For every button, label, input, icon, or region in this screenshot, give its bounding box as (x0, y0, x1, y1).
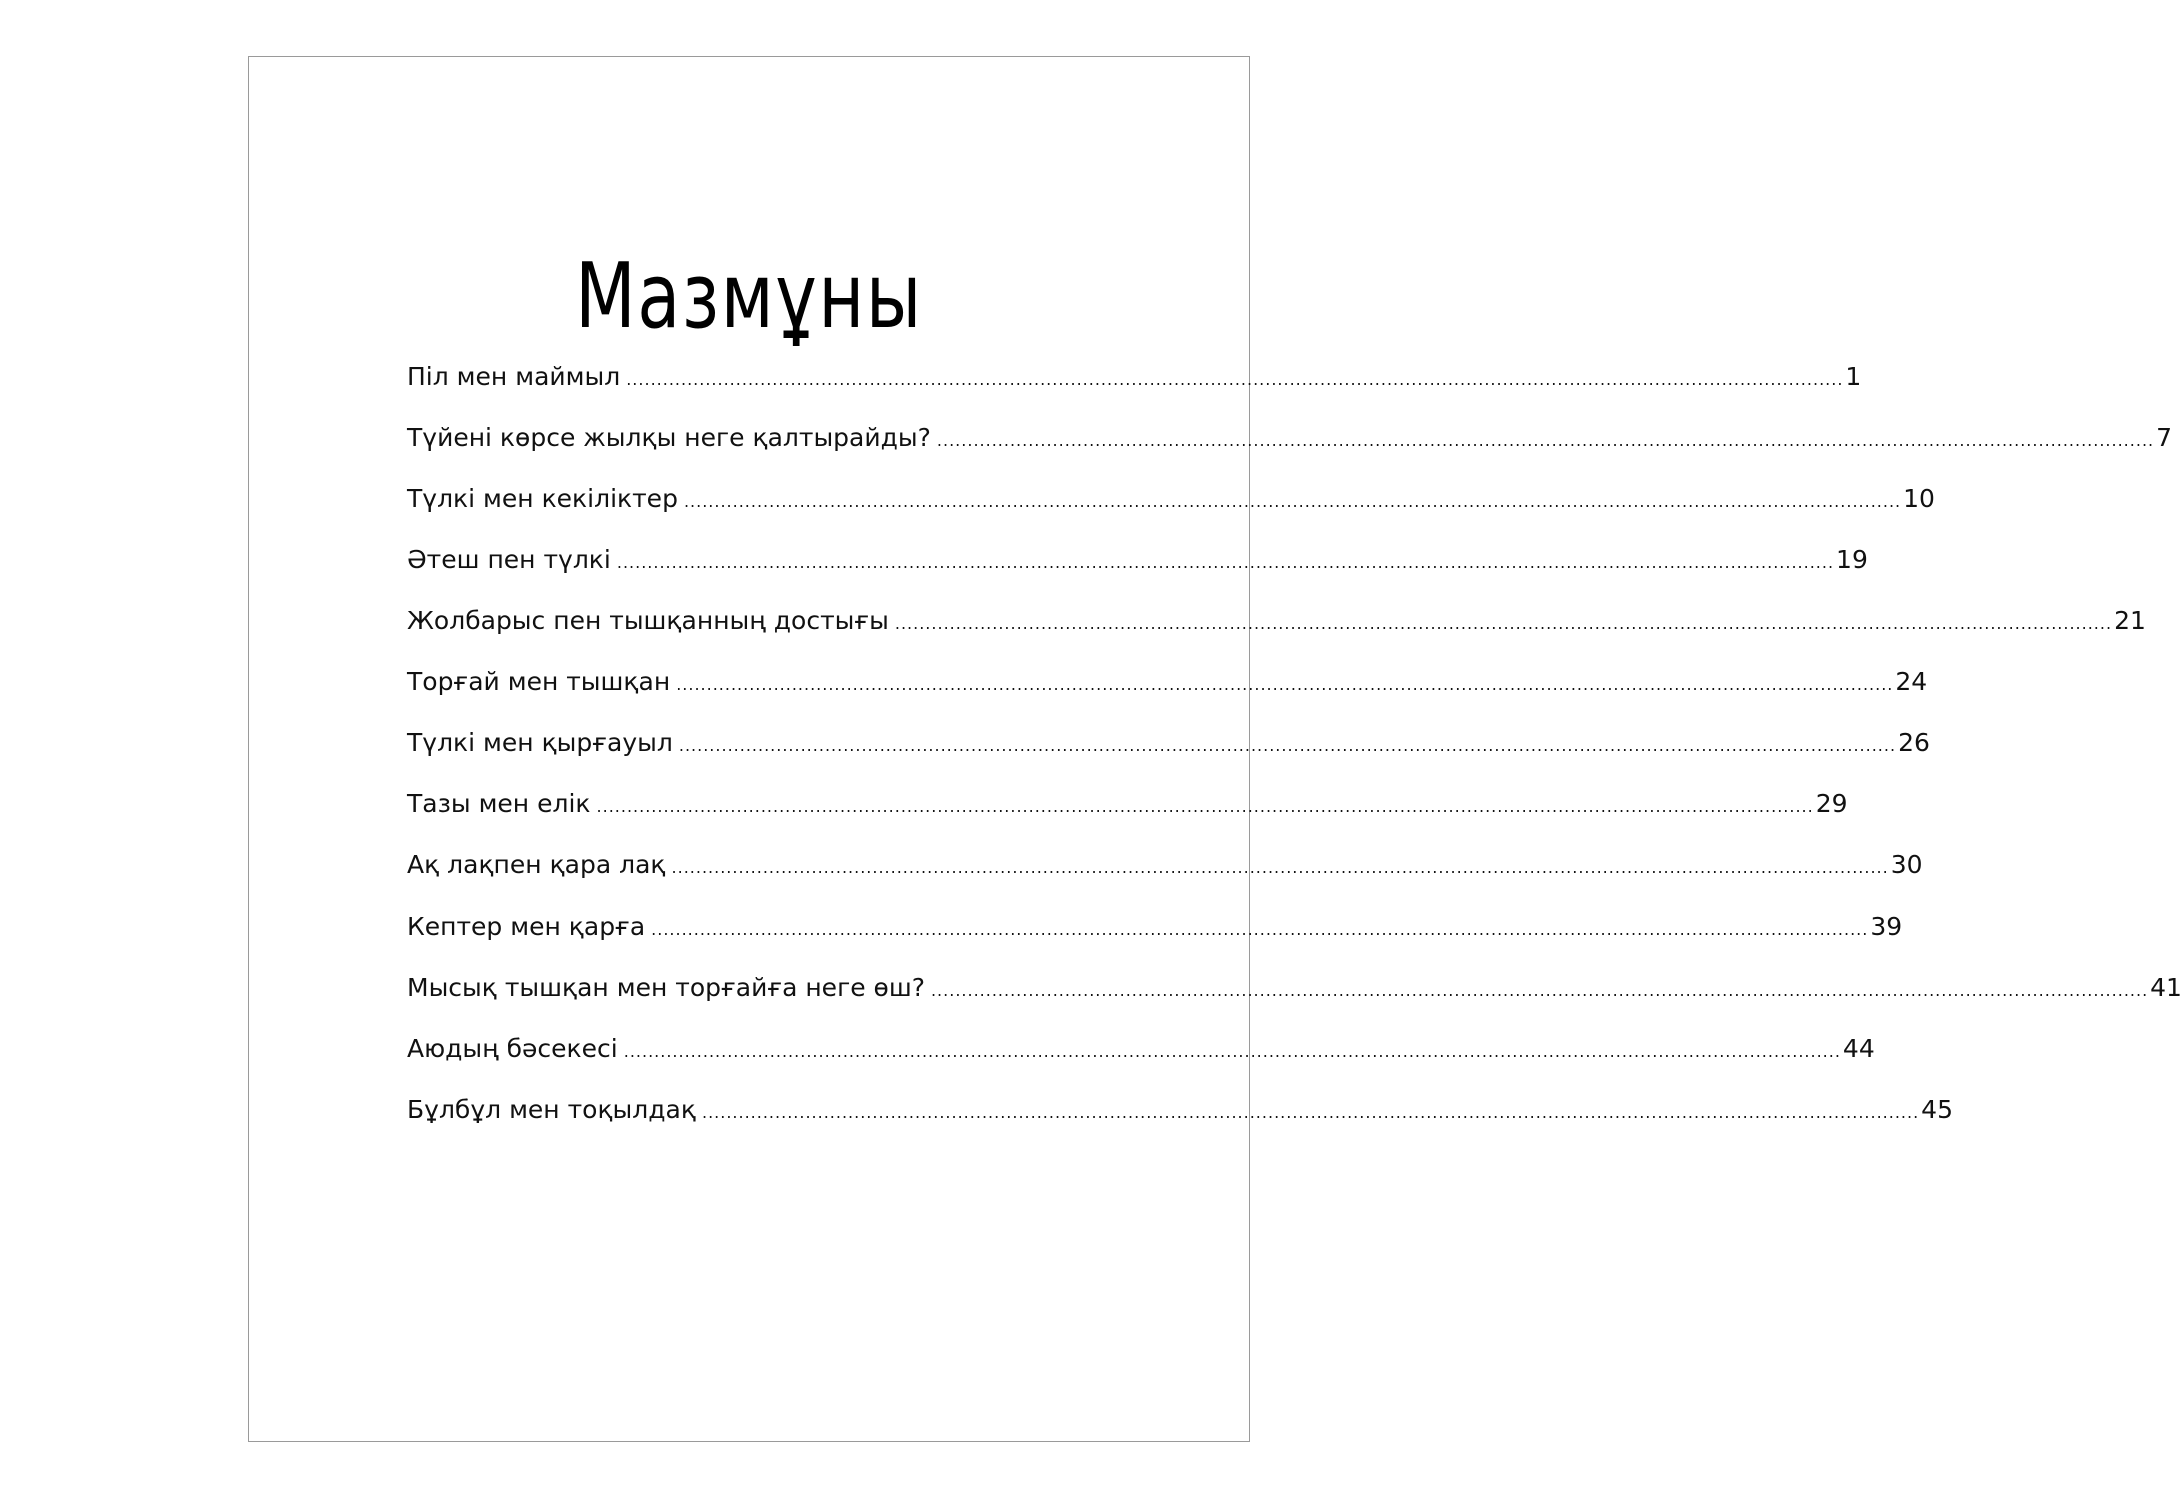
toc-entry-title: Түлкі мен қырғауыл (407, 728, 673, 757)
toc-dot-leader: ........................................................................................................................................................................................................ (671, 858, 1889, 877)
toc-entry (407, 357, 1862, 397)
toc-entry-title: Мысық тышқан мен торғайға неге өш? (407, 973, 925, 1002)
toc-entry (407, 540, 1868, 580)
toc-entry-page: 44 (1842, 1034, 1875, 1063)
toc-entry-page: 26 (1898, 728, 1930, 757)
toc-entry-title: Түлкі мен кекіліктер (407, 484, 678, 513)
toc-dot-leader: ........................................................................................................................................................................................................ (683, 492, 1902, 511)
toc-entry-page: 1 (1845, 362, 1862, 391)
toc-dot-leader: ........................................................................................................................................................................................................ (894, 614, 2113, 633)
toc-entry (407, 784, 1848, 824)
toc-entry-page: 10 (1903, 484, 1935, 513)
toc-dot-leader: ........................................................................................................................................................................................................ (936, 431, 2155, 450)
toc-entry-title: Кептер мен қарға (407, 912, 646, 941)
toc-entry-page: 19 (1836, 545, 1868, 574)
toc-dot-leader: ........................................................................................................................................................................................................ (678, 736, 1897, 755)
toc-entry-page: 30 (1890, 850, 1923, 879)
toc-entry-title: Жолбарыс пен тышқанның достығы (407, 606, 889, 635)
toc-entry (407, 845, 1923, 885)
toc-dot-leader: ........................................................................................................................................................................................................ (616, 553, 1835, 572)
page-title: Мазмұны (575, 244, 923, 349)
toc-entry-title: Торғай мен тышқан (407, 667, 671, 696)
toc-entry-page: 41 (2150, 973, 2182, 1002)
book-page (248, 56, 2182, 1442)
toc-entry (407, 968, 2182, 1008)
toc-entry-page: 29 (1815, 789, 1848, 818)
toc-entry (407, 418, 2173, 458)
toc-dot-leader: ........................................................................................................................................................................................................ (676, 675, 1894, 694)
toc-entry (407, 907, 1903, 947)
toc-entry-title: Тазы мен елік (407, 789, 591, 818)
toc-dot-leader: ........................................................................................................................................................................................................ (623, 1042, 1841, 1061)
toc-entry-page: 39 (1870, 912, 1903, 941)
toc-entry-page: 21 (2114, 606, 2146, 635)
toc-entry-page: 7 (2156, 423, 2173, 452)
toc-entry-title: Бұлбұл мен тоқылдақ (407, 1095, 696, 1124)
toc-dot-leader: ........................................................................................................................................................................................................ (596, 797, 1814, 816)
toc-entry (407, 601, 2146, 641)
toc-entry-title: Түйені көрсе жылқы неге қалтырайды? (407, 423, 931, 452)
toc-entry (407, 1029, 1875, 1069)
toc-entry (407, 1090, 1953, 1130)
toc-dot-leader: ........................................................................................................................................................................................................ (930, 981, 2149, 1000)
toc-entry (407, 479, 1935, 519)
toc-entry-title: Ақ лақпен қара лақ (407, 850, 666, 879)
toc-entry-title: Әтеш пен түлкі (407, 545, 611, 574)
toc-dot-leader: ........................................................................................................................................................................................................ (651, 920, 1869, 939)
toc-entry-page: 24 (1895, 667, 1928, 696)
toc-entry (407, 662, 1928, 702)
toc-dot-leader: ........................................................................................................................................................................................................ (626, 370, 1844, 389)
toc-entry (407, 723, 1930, 763)
toc-entry-title: Піл мен маймыл (407, 362, 621, 391)
toc-dot-leader: ........................................................................................................................................................................................................ (701, 1103, 1920, 1122)
toc-entry-page: 45 (1921, 1095, 1953, 1124)
toc-entry-title: Аюдың бәсекесі (407, 1034, 618, 1063)
